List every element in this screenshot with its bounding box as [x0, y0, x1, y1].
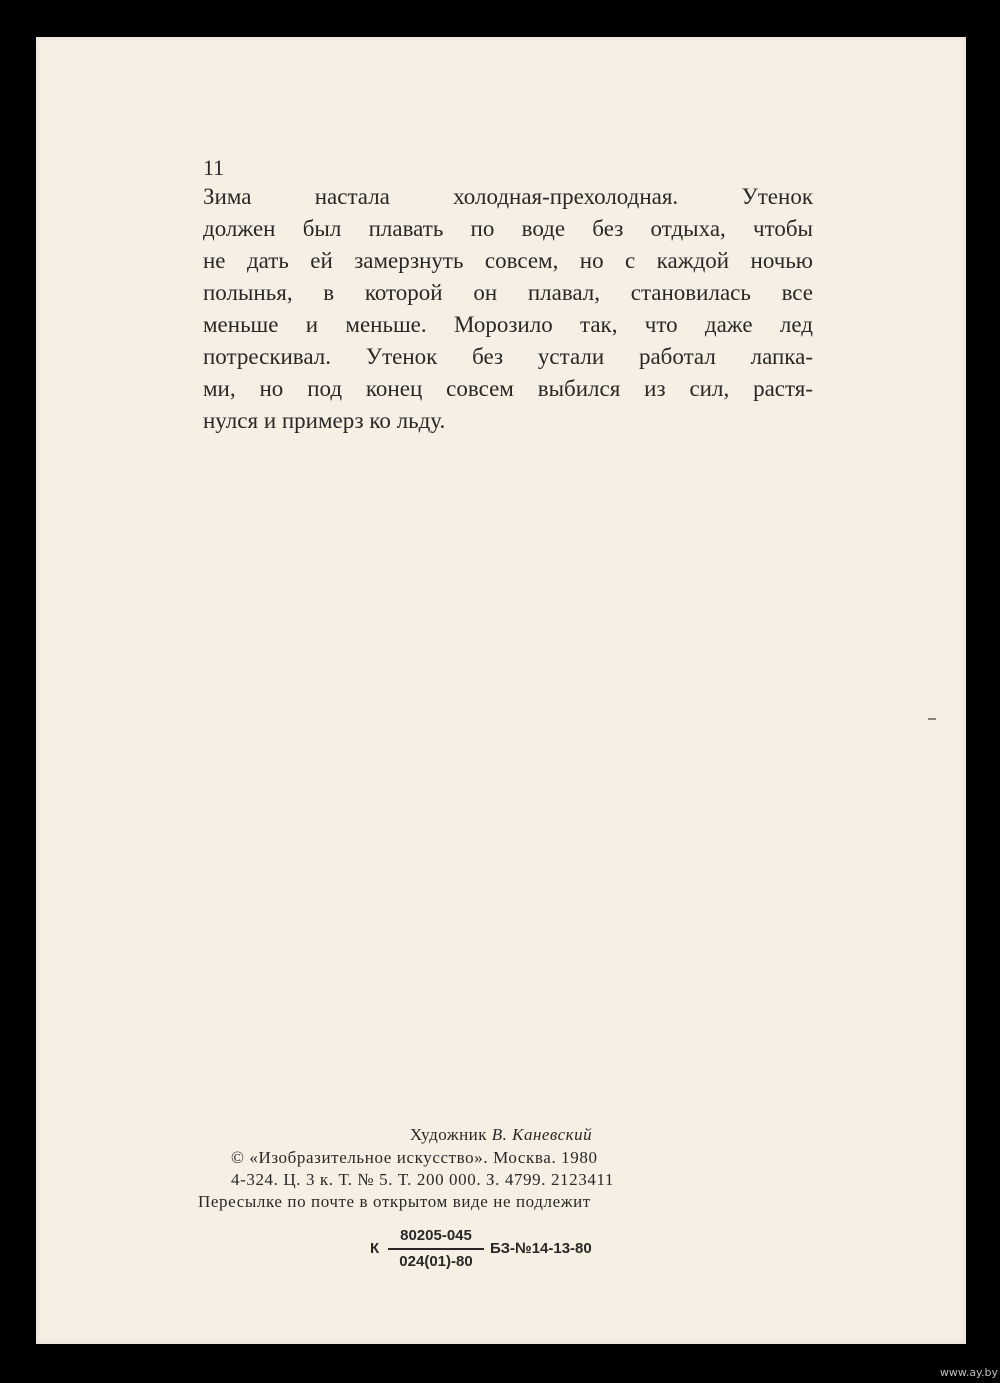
index-numerator: 80205-045	[400, 1227, 472, 1244]
index-code: БЗ-№14-13-80	[490, 1240, 592, 1257]
artist-label: Художник	[409, 1125, 488, 1144]
artist-name: В. Каневский	[491, 1125, 593, 1144]
print-details-line: 4-324. Ц. 3 к. Т. № 5. Т. 200 000. З. 4799. 2123411	[231, 1170, 615, 1189]
watermark: www.ay.by	[939, 1366, 998, 1379]
story-line: ми, но под конец совсем выбился из сил, растя-	[203, 376, 813, 401]
page-number: 11	[203, 155, 225, 180]
story-line: меньше и меньше. Морозило так, что даже лед	[203, 312, 813, 337]
fraction-bar	[388, 1248, 484, 1250]
story-line: нулся и примерз ко льду.	[203, 408, 446, 433]
mail-note-line: Пересылке по почте в открытом виде не подлежит	[198, 1192, 591, 1211]
postcard-back	[36, 37, 966, 1344]
index-denominator: 024(01)-80	[399, 1253, 473, 1270]
story-text	[203, 181, 813, 437]
artist-credit	[36, 1125, 966, 1145]
publisher-line: © «Изобразительное искусство». Москва. 1980	[231, 1148, 598, 1167]
story-line: должен был плавать по воде без отдыха, чтобы	[203, 216, 813, 241]
story-line: полынья, в которой он плавал, становилась все	[203, 280, 813, 305]
story-line: потрескивал. Утенок без устали работал лапка-	[203, 344, 813, 369]
story-line: Зима настала холодная-прехолодная. Утенок	[203, 184, 813, 209]
index-fraction	[388, 1227, 484, 1271]
paper-mark	[928, 718, 936, 720]
index-prefix: К	[370, 1240, 380, 1257]
story-line: не дать ей замерзнуть совсем, но с каждой ночью	[203, 248, 813, 273]
